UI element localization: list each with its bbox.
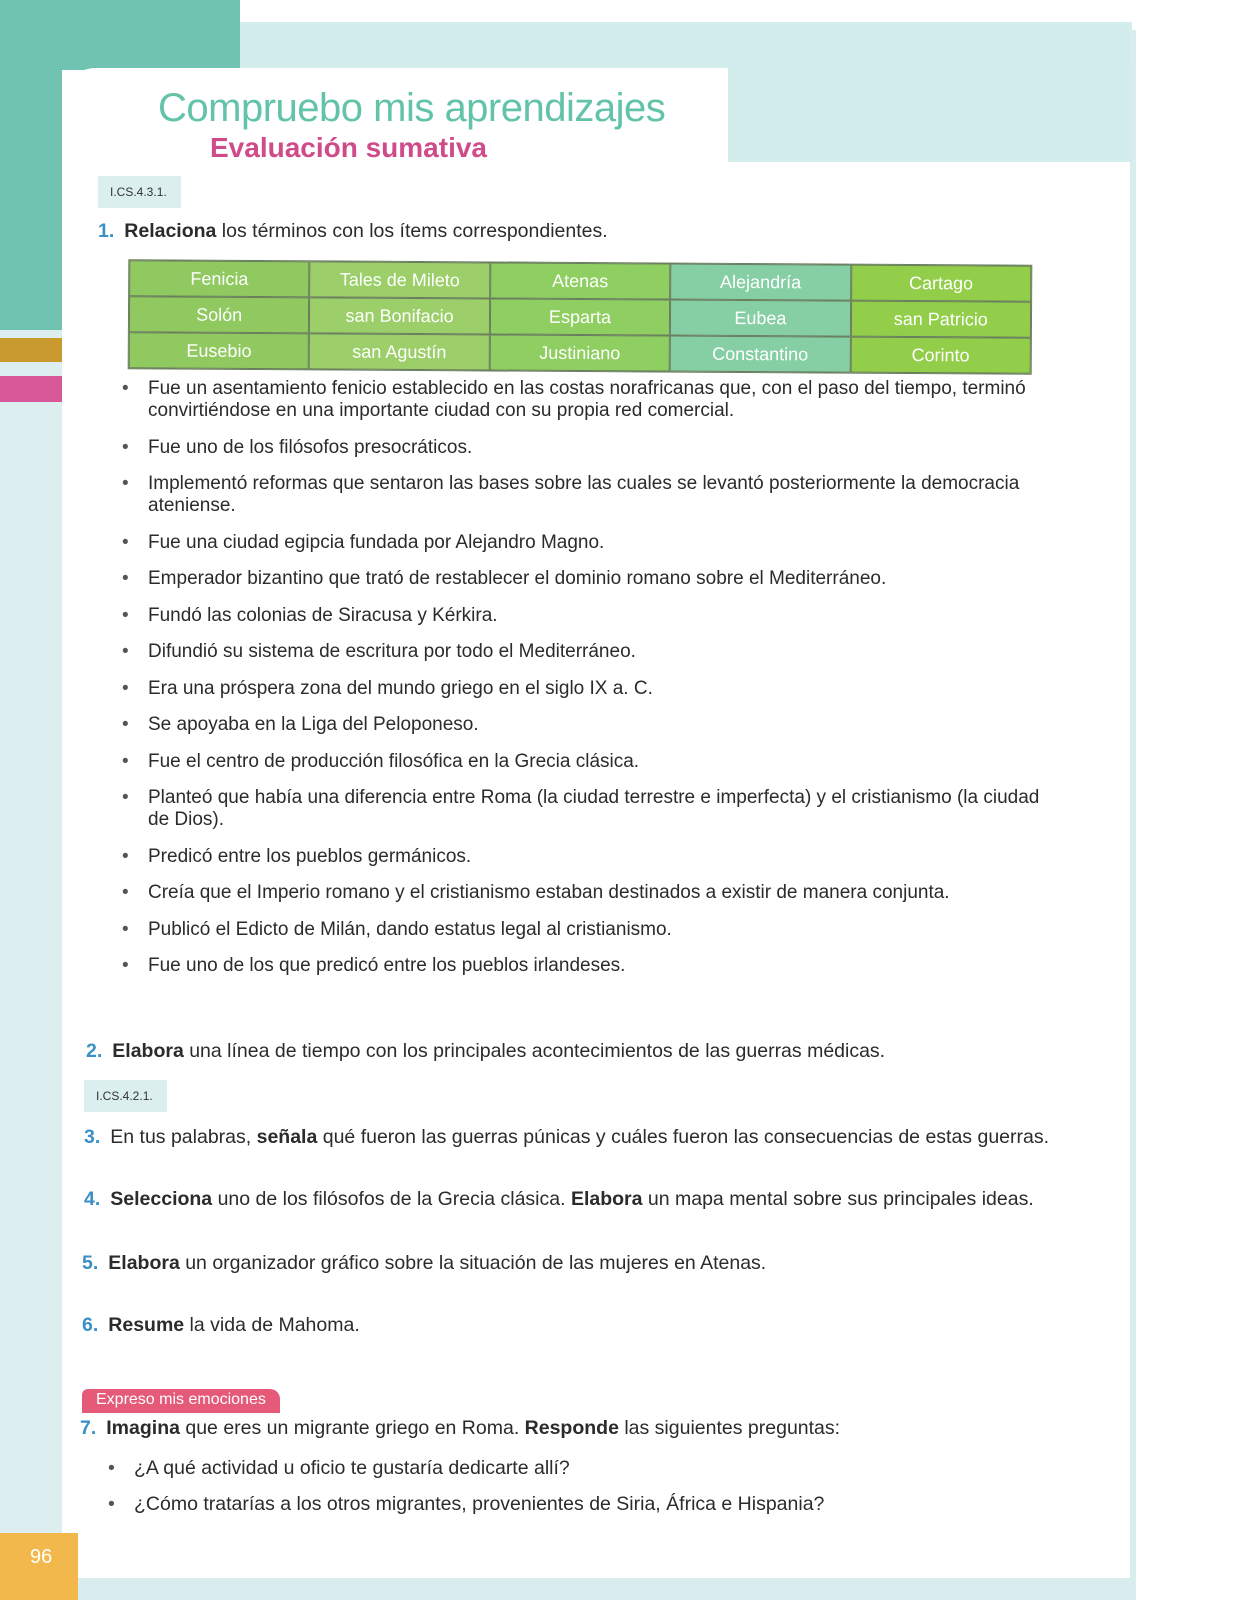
page-number: 96 (30, 1546, 53, 1568)
term-cell: Esparta (490, 298, 671, 335)
question-verb: Selecciona (110, 1188, 213, 1210)
question-4 (84, 1188, 1034, 1211)
emotions-tag: Expreso mis emociones (82, 1389, 280, 1413)
question-verb: Resume (108, 1314, 185, 1336)
question-verb: Elabora (570, 1188, 643, 1210)
term-cell: Solón (129, 296, 310, 333)
term-cell: san Patricio (850, 301, 1031, 338)
question-text: las siguientes preguntas: (618, 1417, 841, 1439)
question-text: los términos con los ítems correspondientes. (216, 220, 608, 242)
list-item: • Fue uno de los que predicó entre los pueblos irlandeses. (120, 955, 1050, 977)
term-cell: Constantino (670, 336, 851, 373)
page-subtitle: Evaluación sumativa (210, 132, 488, 163)
header-band-right (728, 68, 1132, 162)
term-cell: san Agustín (309, 333, 490, 370)
question-verb: Imagina (106, 1417, 180, 1439)
question-verb: señala (256, 1126, 318, 1148)
indicator-code: I.CS.4.3.1. (98, 176, 181, 208)
term-cell: Alejandría (670, 264, 851, 301)
question-text: la vida de Mahoma. (184, 1314, 360, 1336)
list-item: • Creía que el Imperio romano y el cristianismo estaban destinados a existir de manera conjunta. (120, 882, 1050, 904)
question-number: 3. (84, 1126, 101, 1148)
question-verb: Elabora (108, 1252, 180, 1274)
pink-side-marker (0, 376, 62, 402)
list-item: • Fue uno de los filósofos presocráticos. (120, 437, 1050, 459)
question-number: 7. (80, 1417, 97, 1439)
question-text: que eres un migrante griego en Roma. (179, 1417, 525, 1439)
terms-table (128, 259, 1033, 375)
list-item: • ¿Cómo tratarías a los otros migrantes, provenientes de Siria, África e Hispania? (106, 1492, 824, 1516)
term-cell: Corinto (850, 337, 1031, 374)
orange-side-marker (0, 338, 62, 362)
question-1 (98, 220, 608, 243)
term-cell: Eubea (670, 300, 851, 337)
list-item: • Fue un asentamiento fenicio establecido en las costas norafricanas que, con el paso del tiempo, terminó convirtiéndose en una importante ciudad con su propia red comercial. (120, 378, 1050, 422)
list-item: • Difundió su sistema de escritura por todo el Mediterráneo. (120, 641, 1050, 663)
question-number: 1. (98, 220, 115, 242)
list-item: • Planteó que había una diferencia entre Roma (la ciudad terrestre e imperfecta) y el cristianismo (la ciudad de Dios). (120, 787, 1050, 831)
list-item: • Se apoyaba en la Liga del Peloponeso. (120, 714, 1050, 736)
question-text: una línea de tiempo con los principales acontecimientos de las guerras médicas. (183, 1040, 886, 1062)
question-text: uno de los filósofos de la Grecia clásica. (212, 1188, 571, 1210)
list-item: • Era una próspera zona del mundo griego en el siglo IX a. C. (120, 678, 1050, 700)
term-cell: Fenicia (129, 260, 310, 297)
term-cell: Justiniano (489, 334, 670, 371)
question-verb: Relaciona (124, 220, 217, 242)
question-text: un organizador gráfico sobre la situación de las mujeres en Atenas. (179, 1252, 767, 1274)
term-cell: Atenas (490, 262, 671, 299)
list-item: • Publicó el Edicto de Milán, dando estatus legal al cristianismo. (120, 919, 1050, 941)
question-3 (84, 1126, 1049, 1149)
term-cell: san Bonifacio (309, 297, 490, 334)
list-item: • Fue el centro de producción filosófica en la Grecia clásica. (120, 751, 1050, 773)
question-5 (82, 1252, 766, 1275)
question-7 (80, 1417, 840, 1440)
question-verb: Elabora (112, 1040, 184, 1062)
list-item: • Emperador bizantino que trató de restablecer el dominio romano sobre el Mediterráneo. (120, 568, 1050, 590)
term-cell: Eusebio (129, 332, 310, 369)
question-text: qué fueron las guerras púnicas y cuáles fueron las consecuencias de estas guerras. (317, 1126, 1050, 1148)
list-item: • ¿A qué actividad u oficio te gustaría dedicarte allí? (106, 1456, 824, 1480)
items-list (120, 378, 1050, 992)
bottom-band (62, 1578, 1132, 1600)
question-number: 2. (86, 1040, 103, 1062)
question-2 (86, 1040, 885, 1063)
question-verb: Responde (524, 1417, 619, 1439)
question-text: un mapa mental sobre sus principales ideas. (642, 1188, 1034, 1210)
question-number: 4. (84, 1188, 101, 1210)
question-number: 5. (82, 1252, 99, 1274)
page-title: Compruebo mis aprendizajes (158, 86, 666, 130)
question-7-list (106, 1456, 824, 1528)
list-item: • Fundó las colonias de Siracusa y Kérkira. (120, 605, 1050, 627)
list-item: • Implementó reformas que sentaron las bases sobre las cuales se levantó posteriormente la democracia ateniense. (120, 473, 1050, 517)
list-item: • Fue una ciudad egipcia fundada por Alejandro Magno. (120, 532, 1050, 554)
question-number: 6. (82, 1314, 99, 1336)
term-cell: Tales de Mileto (310, 261, 491, 298)
term-cell: Cartago (851, 265, 1032, 302)
list-item: • Predicó entre los pueblos germánicos. (120, 846, 1050, 868)
top-teal-strip (0, 0, 240, 70)
question-6 (82, 1314, 360, 1337)
right-edge-band (1130, 30, 1136, 1600)
indicator-code: I.CS.4.2.1. (84, 1080, 167, 1112)
question-text: En tus palabras, (110, 1126, 257, 1148)
